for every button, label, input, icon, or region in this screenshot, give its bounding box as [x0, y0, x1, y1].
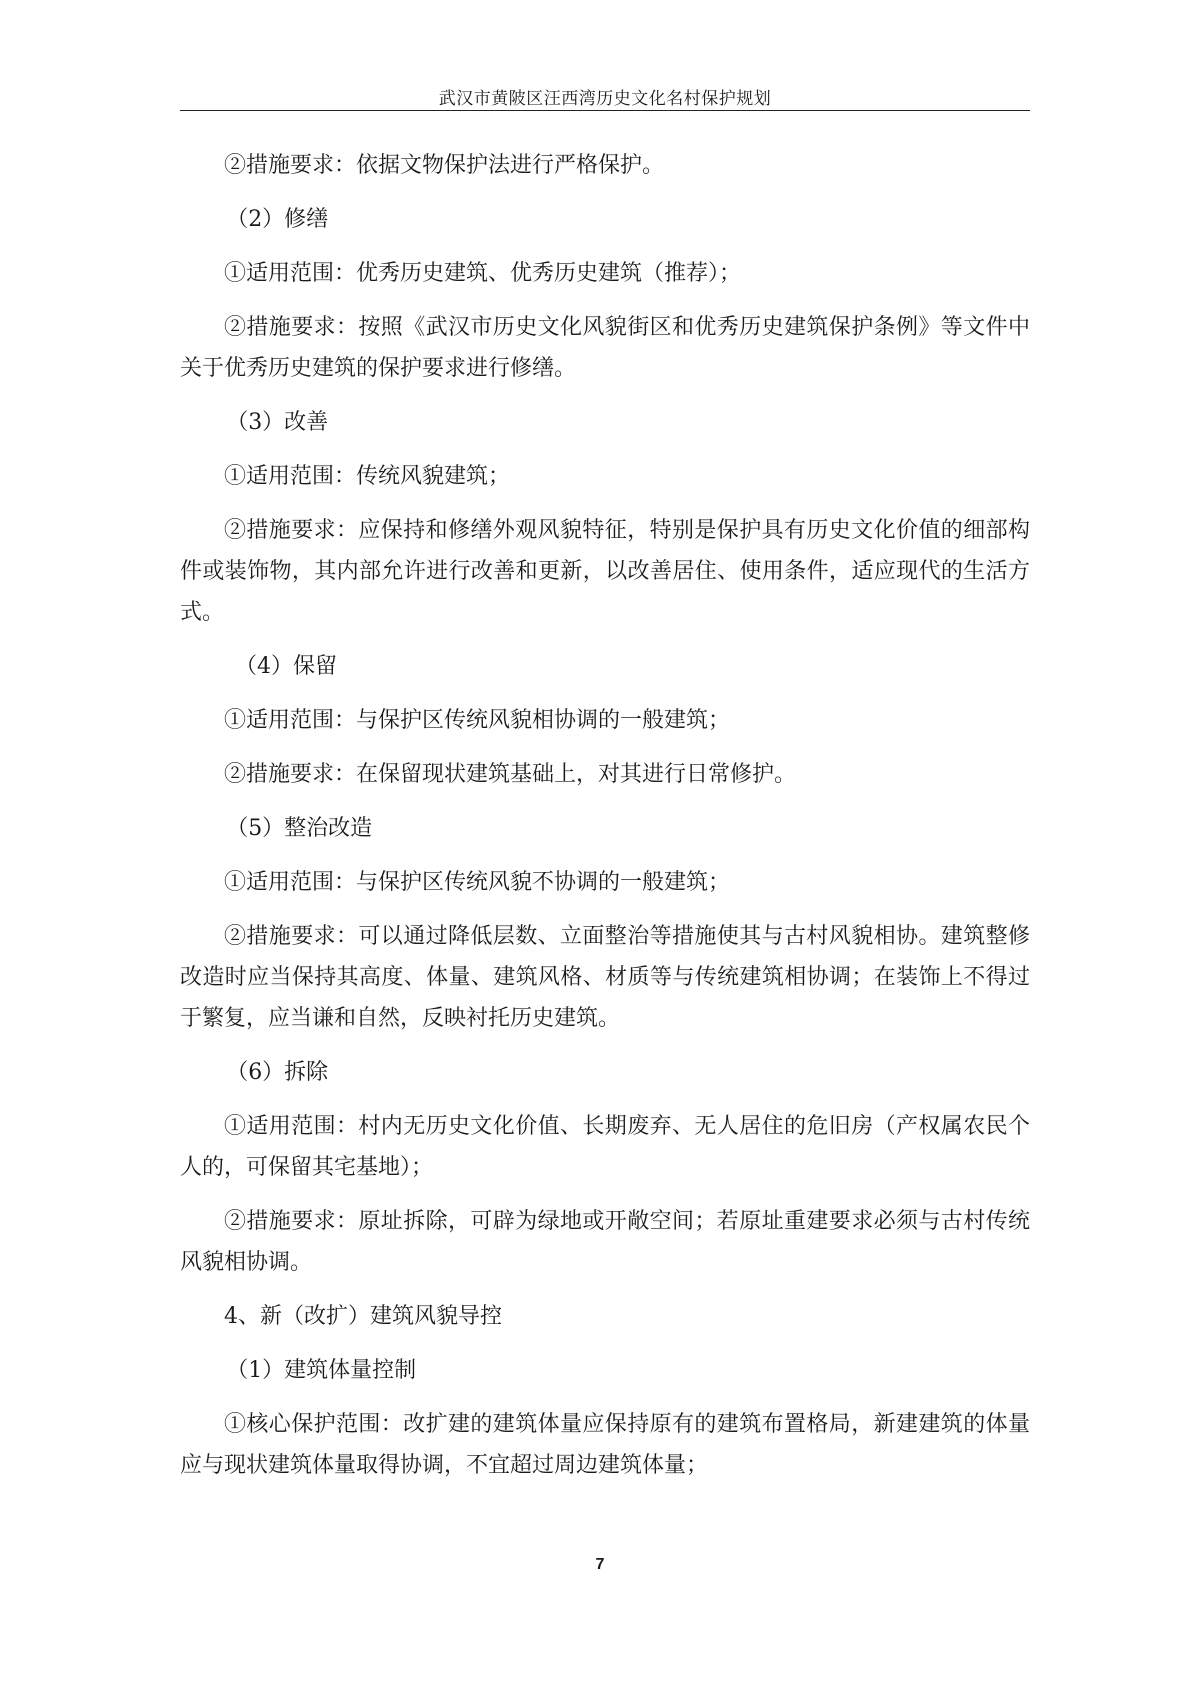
document-body [180, 145, 1030, 1486]
heading-repair: （2）修缮 [226, 207, 329, 232]
paragraph-retain-scope: ①适用范围：与保护区传统风貌相协调的一般建筑； [224, 708, 731, 733]
paragraph-improve-scope: ①适用范围：传统风貌建筑； [224, 464, 511, 489]
paragraph-demolish-requirement: ②措施要求：原址拆除，可辟为绿地或开敞空间；若原址重建要求必须与古村传统风貌相协调。 [180, 1209, 1030, 1275]
paragraph-retain-requirement: ②措施要求：在保留现状建筑基础上，对其进行日常修护。 [224, 762, 797, 787]
header-divider [180, 110, 1030, 111]
heading-volume-control: （1）建筑体量控制 [226, 1358, 417, 1383]
paragraph-renovate-requirement: ②措施要求：可以通过降低层数、立面整治等措施使其与古村风貌相协。建筑整修改造时应当保持其高度、体量、建筑风格、材质等与传统建筑相协调；在装饰上不得过于繁复，应当谦和自然，反映衬托历史建筑。 [180, 924, 1030, 1031]
paragraph-renovate-scope: ①适用范围：与保护区传统风貌不协调的一般建筑； [224, 870, 731, 895]
heading-new-building-control: 4、新（改扩）建筑风貌导控 [224, 1304, 502, 1329]
page-header-title: 武汉市黄陂区汪西湾历史文化名村保护规划 [438, 89, 772, 109]
heading-demolish: （6）拆除 [226, 1060, 329, 1085]
paragraph-core-protection-volume: ①核心保护范围：改扩建的建筑体量应保持原有的建筑布置格局，新建建筑的体量应与现状建筑体量取得协调，不宜超过周边建筑体量； [180, 1412, 1030, 1478]
paragraph-measure-requirement-1: ②措施要求：依据文物保护法进行严格保护。 [224, 153, 665, 178]
paragraph-repair-requirement: ②措施要求：按照《武汉市历史文化风貌街区和优秀历史建筑保护条例》等文件中关于优秀历史建筑的保护要求进行修缮。 [180, 315, 1030, 381]
paragraph-repair-scope: ①适用范围：优秀历史建筑、优秀历史建筑（推荐）； [224, 261, 742, 286]
heading-improve: （3）改善 [226, 410, 329, 435]
heading-renovate: （5）整治改造 [226, 816, 373, 841]
paragraph-demolish-scope: ①适用范围：村内无历史文化价值、长期废弃、无人居住的危旧房（产权属农民个人的，可保留其宅基地）； [180, 1114, 1030, 1180]
paragraph-improve-requirement: ②措施要求：应保持和修缮外观风貌特征，特别是保护具有历史文化价值的细部构件或装饰物，其内部允许进行改善和更新，以改善居住、使用条件，适应现代的生活方式。 [180, 518, 1030, 625]
page-number: 7 [595, 1556, 605, 1573]
heading-retain: （4）保留 [235, 654, 337, 679]
